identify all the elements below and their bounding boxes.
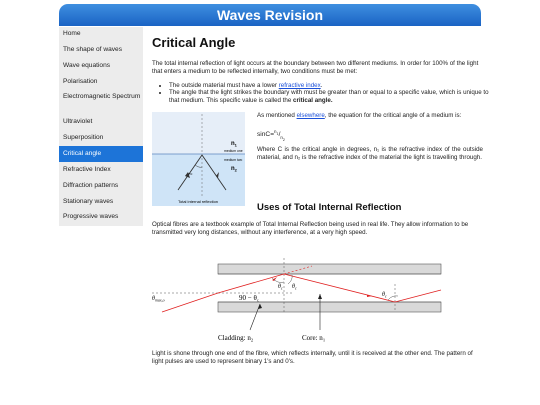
sidebar [59,27,143,226]
critical-angle-equation: $\sin C=^{n_1}/_{n_2}$ [257,129,285,142]
site-title: Waves Revision [59,4,481,26]
page-title: Critical Angle [152,35,236,50]
sidebar-item-home[interactable]: Home [63,30,81,37]
n1-label: $n_1$ [231,141,237,148]
uses-heading: Uses of Total Internal Reflection [257,202,402,213]
sidebar-item-refractive-index[interactable]: Refractive Index [63,166,111,173]
diagram-caption: Total internal reflection [178,199,219,204]
optical-fibre-paragraph: Optical fibres are a textbook example of Total Internal Reflection being used in real life. They allow information to be transmitted very long distances, without any interference, at a very high speed. [152,221,469,236]
core-ray-3 [395,290,441,302]
n2-label: $n_2$ [231,166,237,173]
top-cladding [218,264,441,274]
theta-c-label-2: $\theta_c$ [292,284,297,291]
angle-arc-2 [288,275,292,284]
theta-c-label-3: $\theta_c$ [382,292,387,299]
theta-c-label-1: $\theta_c$ [278,284,283,291]
optical-fibre-diagram [152,254,482,346]
ninety-minus-theta-label: $90 - \theta_c$ [239,294,259,303]
sidebar-item-superposition[interactable]: Superposition [63,134,104,141]
sidebar-item-wave-equations[interactable]: Wave equations [63,62,111,69]
sidebar-item-critical-angle[interactable]: Critical angle [59,146,143,162]
angle-label: >c [188,171,193,176]
sidebar-item-shape-of-waves[interactable]: The shape of waves [63,46,123,53]
condition-1: • The outside material must have a lower refractive index. [169,82,489,89]
sidebar-item-diffraction-patterns[interactable]: Diffraction patterns [63,182,119,189]
core-ray-1 [218,274,284,293]
sidebar-item-stationary-waves[interactable]: Stationary waves [63,198,114,205]
core-label: Core: $n_1$ [302,334,326,343]
conditions-list [160,82,489,104]
medium-one-label: medium one [224,149,243,153]
total-internal-reflection-diagram [152,112,245,206]
refractive-index-link[interactable]: refractive index [278,82,321,89]
sidebar-item-progressive-waves[interactable]: Progressive waves [63,213,119,220]
angle-arc-3 [388,296,398,300]
mentioned-paragraph: As mentioned elsewhere, the equation for the critical angle of a medium is: [257,112,462,119]
sidebar-item-electromagnetic-spectrum[interactable]: Electromagnetic Spectrum [63,93,141,100]
where-paragraph: Where C is the critical angle in degrees, n₁ is the refractive index of the outside material, and n₂ is the refractive index of the material the light is travelling through. [257,146,483,161]
elsewhere-link[interactable]: elsewhere [296,112,325,119]
bottom-cladding [218,302,441,312]
sidebar-item-ultraviolet[interactable]: Ultraviolet [63,118,93,125]
sidebar-item-polarisation[interactable]: Polarisation [63,78,98,85]
final-paragraph: Light is shone through one end of the fibre, which reflects internally, until it is received at the other end. The pattern of light pulses are used to represent binary 1's and 0's. [152,350,473,365]
core-pointer-head [318,294,322,299]
theta-max-label: $\theta_{max,o}$ [152,296,165,303]
medium-one-area [152,112,245,154]
intro-paragraph: The total internal reflection of light occurs at the boundary between two different mediums. In order for 100% of the light that enters a medium to be reflected internally, two conditions must be met: [152,60,479,75]
incoming-ray [162,293,218,312]
cladding-label: Cladding: $n_2$ [218,334,254,343]
core-ray-2 [284,274,395,302]
condition-2: • The angle that the light strikes the boundary with must be greater than or equal to a specific value, which is unique to that medium. This specific value is called the critical angle. [169,89,489,104]
medium-two-label: medium two [224,158,243,162]
